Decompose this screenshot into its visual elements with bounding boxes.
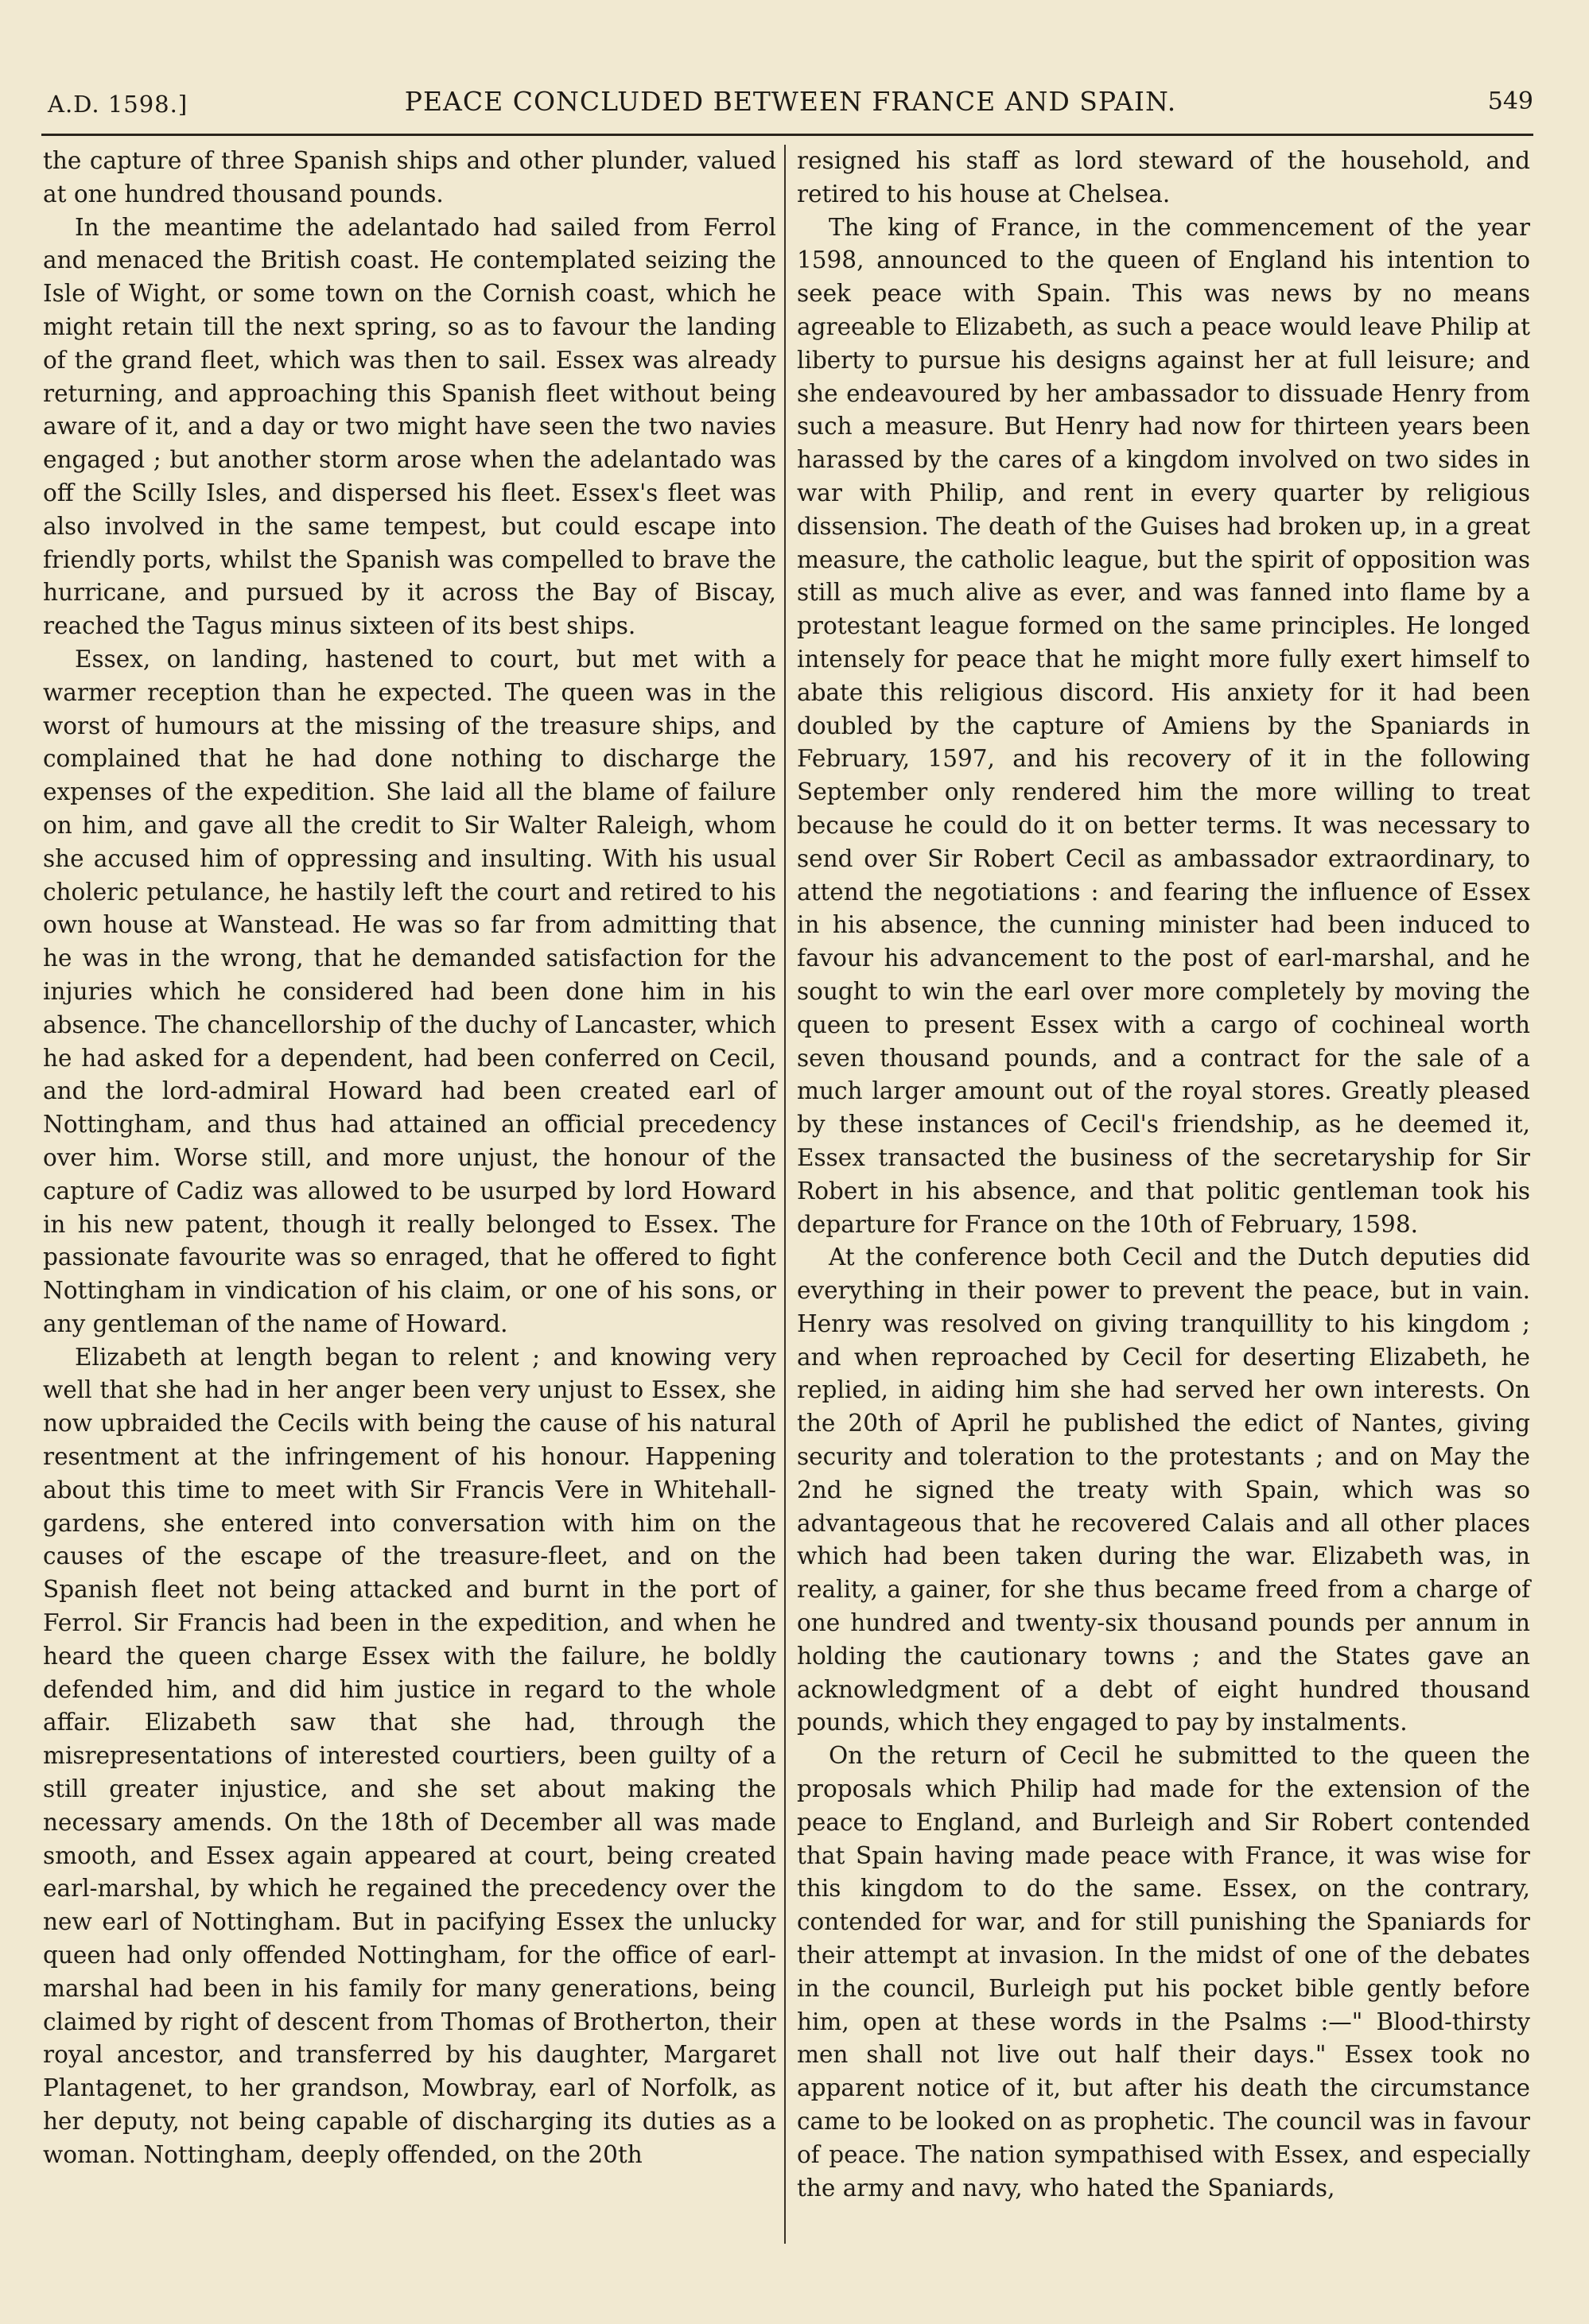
paragraph: Elizabeth at length began to relent ; and knowing very well that she had in her anger been very unjust to Essex, she now upbraided the Cecils with being the cause of his natural resentment at the infringement of his honour. Happening about this time to meet with Sir Francis Vere in Whitehall-gardens, she entered into conversation with him on the causes of the escape of the treasure-fleet, and on the Spanish fleet not being attacked and burnt in the port of Ferrol. Sir Francis had been in the expedition, and when he heard the queen charge Essex with the failure, he boldly defended him, and did him justice in regard to the whole affair. Elizabeth saw that she had, through the misrepresentations of interested courtiers, been guilty of a still greater injustice, and she set about making the necessary amends. On the 18th of December all was made smooth, and Essex again appeared at court, being created earl-marshal, by which he regained the precedency over the new earl of Nottingham. But in pacifying Essex the unlucky queen had only offended Nottingham, for the office of earl-marshal had been in his family for many generations, being claimed by right of descent from Thomas of Brotherton, their royal ancestor, and transferred by his daughter, Margaret Plantagenet, to her grandson, Mowbray, earl of Norfolk, as her deputy, not being capable of discharging its duties as a woman. Nottingham, deeply offended, on the 20th xyxy=(43,1343,776,2168)
paragraph: the capture of three Spanish ships and other plunder, valued at one hundred thousand pounds. xyxy=(43,147,776,208)
paragraph: Essex, on landing, hastened to court, but met with a warmer reception than he expected. The queen was in the worst of humours at the missing of the treasure ships, and complained that he had done nothing to discharge the expenses of the expedition. She laid all the blame of failure on him, and gave all the credit to Sir Walter Raleigh, whom she accused him of oppressing and insulting. With his usual choleric petulance, he hastily left the court and retired to his own house at Wanstead. He was so far from admitting that he was in the wrong, that he demanded satisfaction for the injuries which he considered had been done him in his absence. The chancellorship of the duchy of Lancaster, which he had asked for a dependent, had been conferred on Cecil, and the lord-admiral Howard had been created earl of Nottingham, and thus had attained an official precedency over him. Worse still, and more unjust, the honour of the capture of Cadiz was allowed to be usurped by lord Howard in his new patent, though it really belonged to Essex. The passionate favourite was so enraged, that he offered to fight Nottingham in vindication of his claim, or one of his sons, or any gentleman of the name of Howard. xyxy=(43,645,776,1337)
header-title: PEACE CONCLUDED BETWEEN FRANCE AND SPAIN. xyxy=(404,86,1177,117)
right-column xyxy=(797,145,1530,2205)
paragraph: On the return of Cecil he submitted to the queen the proposals which Philip had made for the extension of the peace to England, and Burleigh and Sir Robert contended that Spain having made peace with France, it was wise for this kingdom to do the same. Essex, on the contrary, contended for war, and for still punishing the Spaniards for their attempt at invasion. In the midst of one of the debates in the council, Burleigh put his pocket bible gently before him, open at these words in the Psalms :—" Blood-thirsty men shall not live out half their days." Essex took no apparent notice of it, but after his death the circumstance came to be looked on as prophetic. The council was in favour of peace. The nation sympathised with Essex, and especially the army and navy, who hated the Spaniards, xyxy=(797,1742,1530,2202)
column-divider xyxy=(784,145,786,2244)
paragraph: At the conference both Cecil and the Dutch deputies did everything in their power to prevent the peace, but in vain. Henry was resolved on giving tranquillity to his kingdom ; and when reproached by Cecil for deserting Elizabeth, he replied, in aiding him she had served her own interests. On the 20th of April he published the edict of Nantes, giving security and toleration to the protestants ; and on May the 2nd he signed the treaty with Spain, which was so advantageous that he recovered Calais and all other places which had been taken during the war. Elizabeth was, in reality, a gainer, for she thus became freed from a charge of one hundred and twenty-six thousand pounds per annum in holding the cautionary towns ; and the States gave an acknowledgment of a debt of eight hundred thousand pounds, which they engaged to pay by instalments. xyxy=(797,1243,1530,1736)
paragraph: The king of France, in the commencement of the year 1598, announced to the queen of England his intention to seek peace with Spain. This was news by no means agreeable to Elizabeth, as such a peace would leave Philip at liberty to pursue his designs against her at full leisure; and she endeavoured by her ambassador to dissuade Henry from such a measure. But Henry had now for thirteen years been harassed by the cares of a kingdom involved on two sides in war with Philip, and rent in every quarter by religious dissension. The death of the Guises had broken up, in a great measure, the catholic league, but the spirit of opposition was still as much alive as ever, and was fanned into flame by a protestant league formed on the same principles. He longed intensely for peace that he might more fully exert himself to abate this religious discord. His anxiety for it had been doubled by the capture of Amiens by the Spaniards in February, 1597, and his recovery of it in the following September only rendered him the more willing to treat because he could do it on better terms. It was necessary to send over Sir Robert Cecil as ambassador extraordinary, to attend the negotiations : and fearing the influence of Essex in his absence, the cunning minister had been induced to favour his advancement to the post of earl-marshal, and he sought to win the earl over more completely by moving the queen to present Essex with a cargo of cochineal worth seven thousand pounds, and a contract for the sale of a much larger amount out of the royal stores. Greatly pleased by these instances of Cecil's friendship, as he deemed it, Essex transacted the business of the secretaryship for Sir Robert in his absence, and that politic gentleman took his departure for France on the 10th of February, 1598. xyxy=(797,213,1530,1238)
left-column xyxy=(43,145,776,2172)
paragraph: resigned his staff as lord steward of the household, and retired to his house at Chelsea. xyxy=(797,147,1530,208)
paragraph: In the meantime the adelantado had sailed from Ferrol and menaced the British coast. He contemplated seizing the Isle of Wight, or some town on the Cornish coast, which he might retain till the next spring, so as to favour the landing of the grand fleet, which was then to sail. Essex was already returning, and approaching this Spanish fleet without being aware of it, and a day or two might have seen the two navies engaged ; but another storm arose when the adelantado was off the Scilly Isles, and dispersed his fleet. Essex's fleet was also involved in the same tempest, but could escape into friendly ports, whilst the Spanish was compelled to brave the hurricane, and pursued by it across the Bay of Biscay, reached the Tagus minus sixteen of its best ships. xyxy=(43,213,776,640)
header-rule xyxy=(41,134,1533,136)
page-number: 549 xyxy=(1487,87,1533,115)
running-head xyxy=(48,86,1533,130)
header-date: A.D. 1598.] xyxy=(48,91,188,118)
